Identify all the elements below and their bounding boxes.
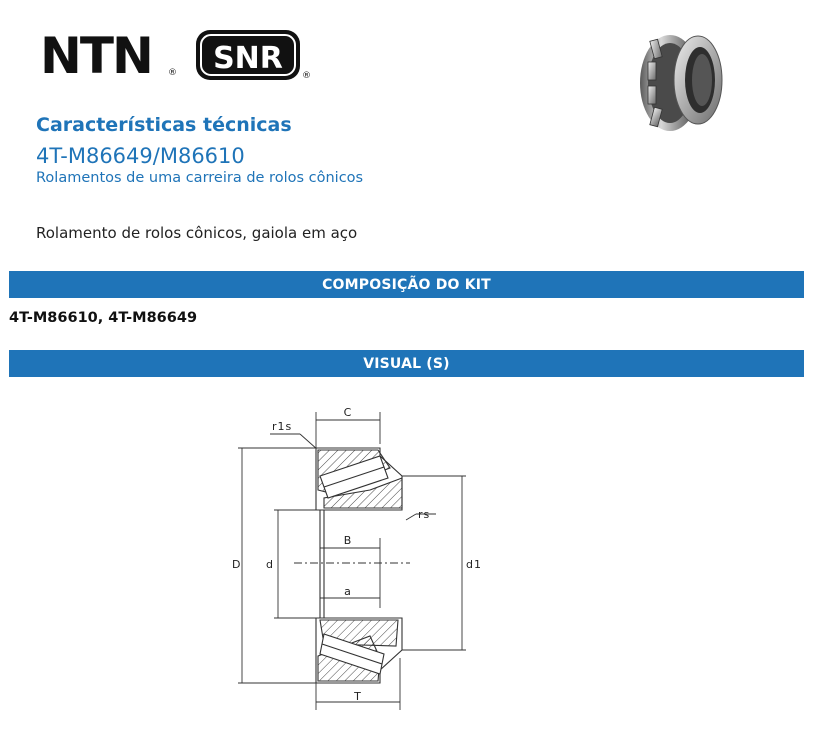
dim-label-D: D bbox=[232, 558, 242, 571]
product-category: Rolamentos de uma carreira de rolos cônicos bbox=[36, 170, 364, 186]
dim-label-d: d bbox=[266, 558, 274, 571]
product-description: Rolamento de rolos cônicos, gaiola em aço bbox=[36, 224, 358, 242]
ntn-registered-mark: ® bbox=[168, 68, 177, 78]
dim-label-B: B bbox=[343, 534, 353, 547]
dim-label-T: T bbox=[354, 690, 362, 703]
snr-logo bbox=[194, 28, 314, 82]
dim-label-C: C bbox=[343, 406, 353, 419]
bearing-photo bbox=[630, 18, 730, 138]
kit-composition-header: COMPOSIÇÃO DO KIT bbox=[9, 271, 804, 298]
dim-label-a: a bbox=[344, 585, 352, 598]
kit-parts-list: 4T-M86610, 4T-M86649 bbox=[9, 310, 198, 326]
product-reference: 4T-M86649/M86610 bbox=[36, 144, 245, 168]
section-title: Características técnicas bbox=[36, 114, 292, 136]
ntn-logo-text: NTN bbox=[40, 27, 152, 81]
dim-label-rs: rs bbox=[418, 508, 431, 521]
dim-label-r1s: r1s bbox=[272, 420, 293, 433]
snr-logo-text: SNR bbox=[213, 41, 283, 76]
visual-section-header: VISUAL (S) bbox=[9, 350, 804, 377]
snr-registered-mark: ® bbox=[302, 71, 311, 81]
dim-label-d1: d1 bbox=[466, 558, 482, 571]
bearing-cross-section-drawing bbox=[220, 398, 530, 718]
ntn-logo bbox=[40, 25, 180, 81]
